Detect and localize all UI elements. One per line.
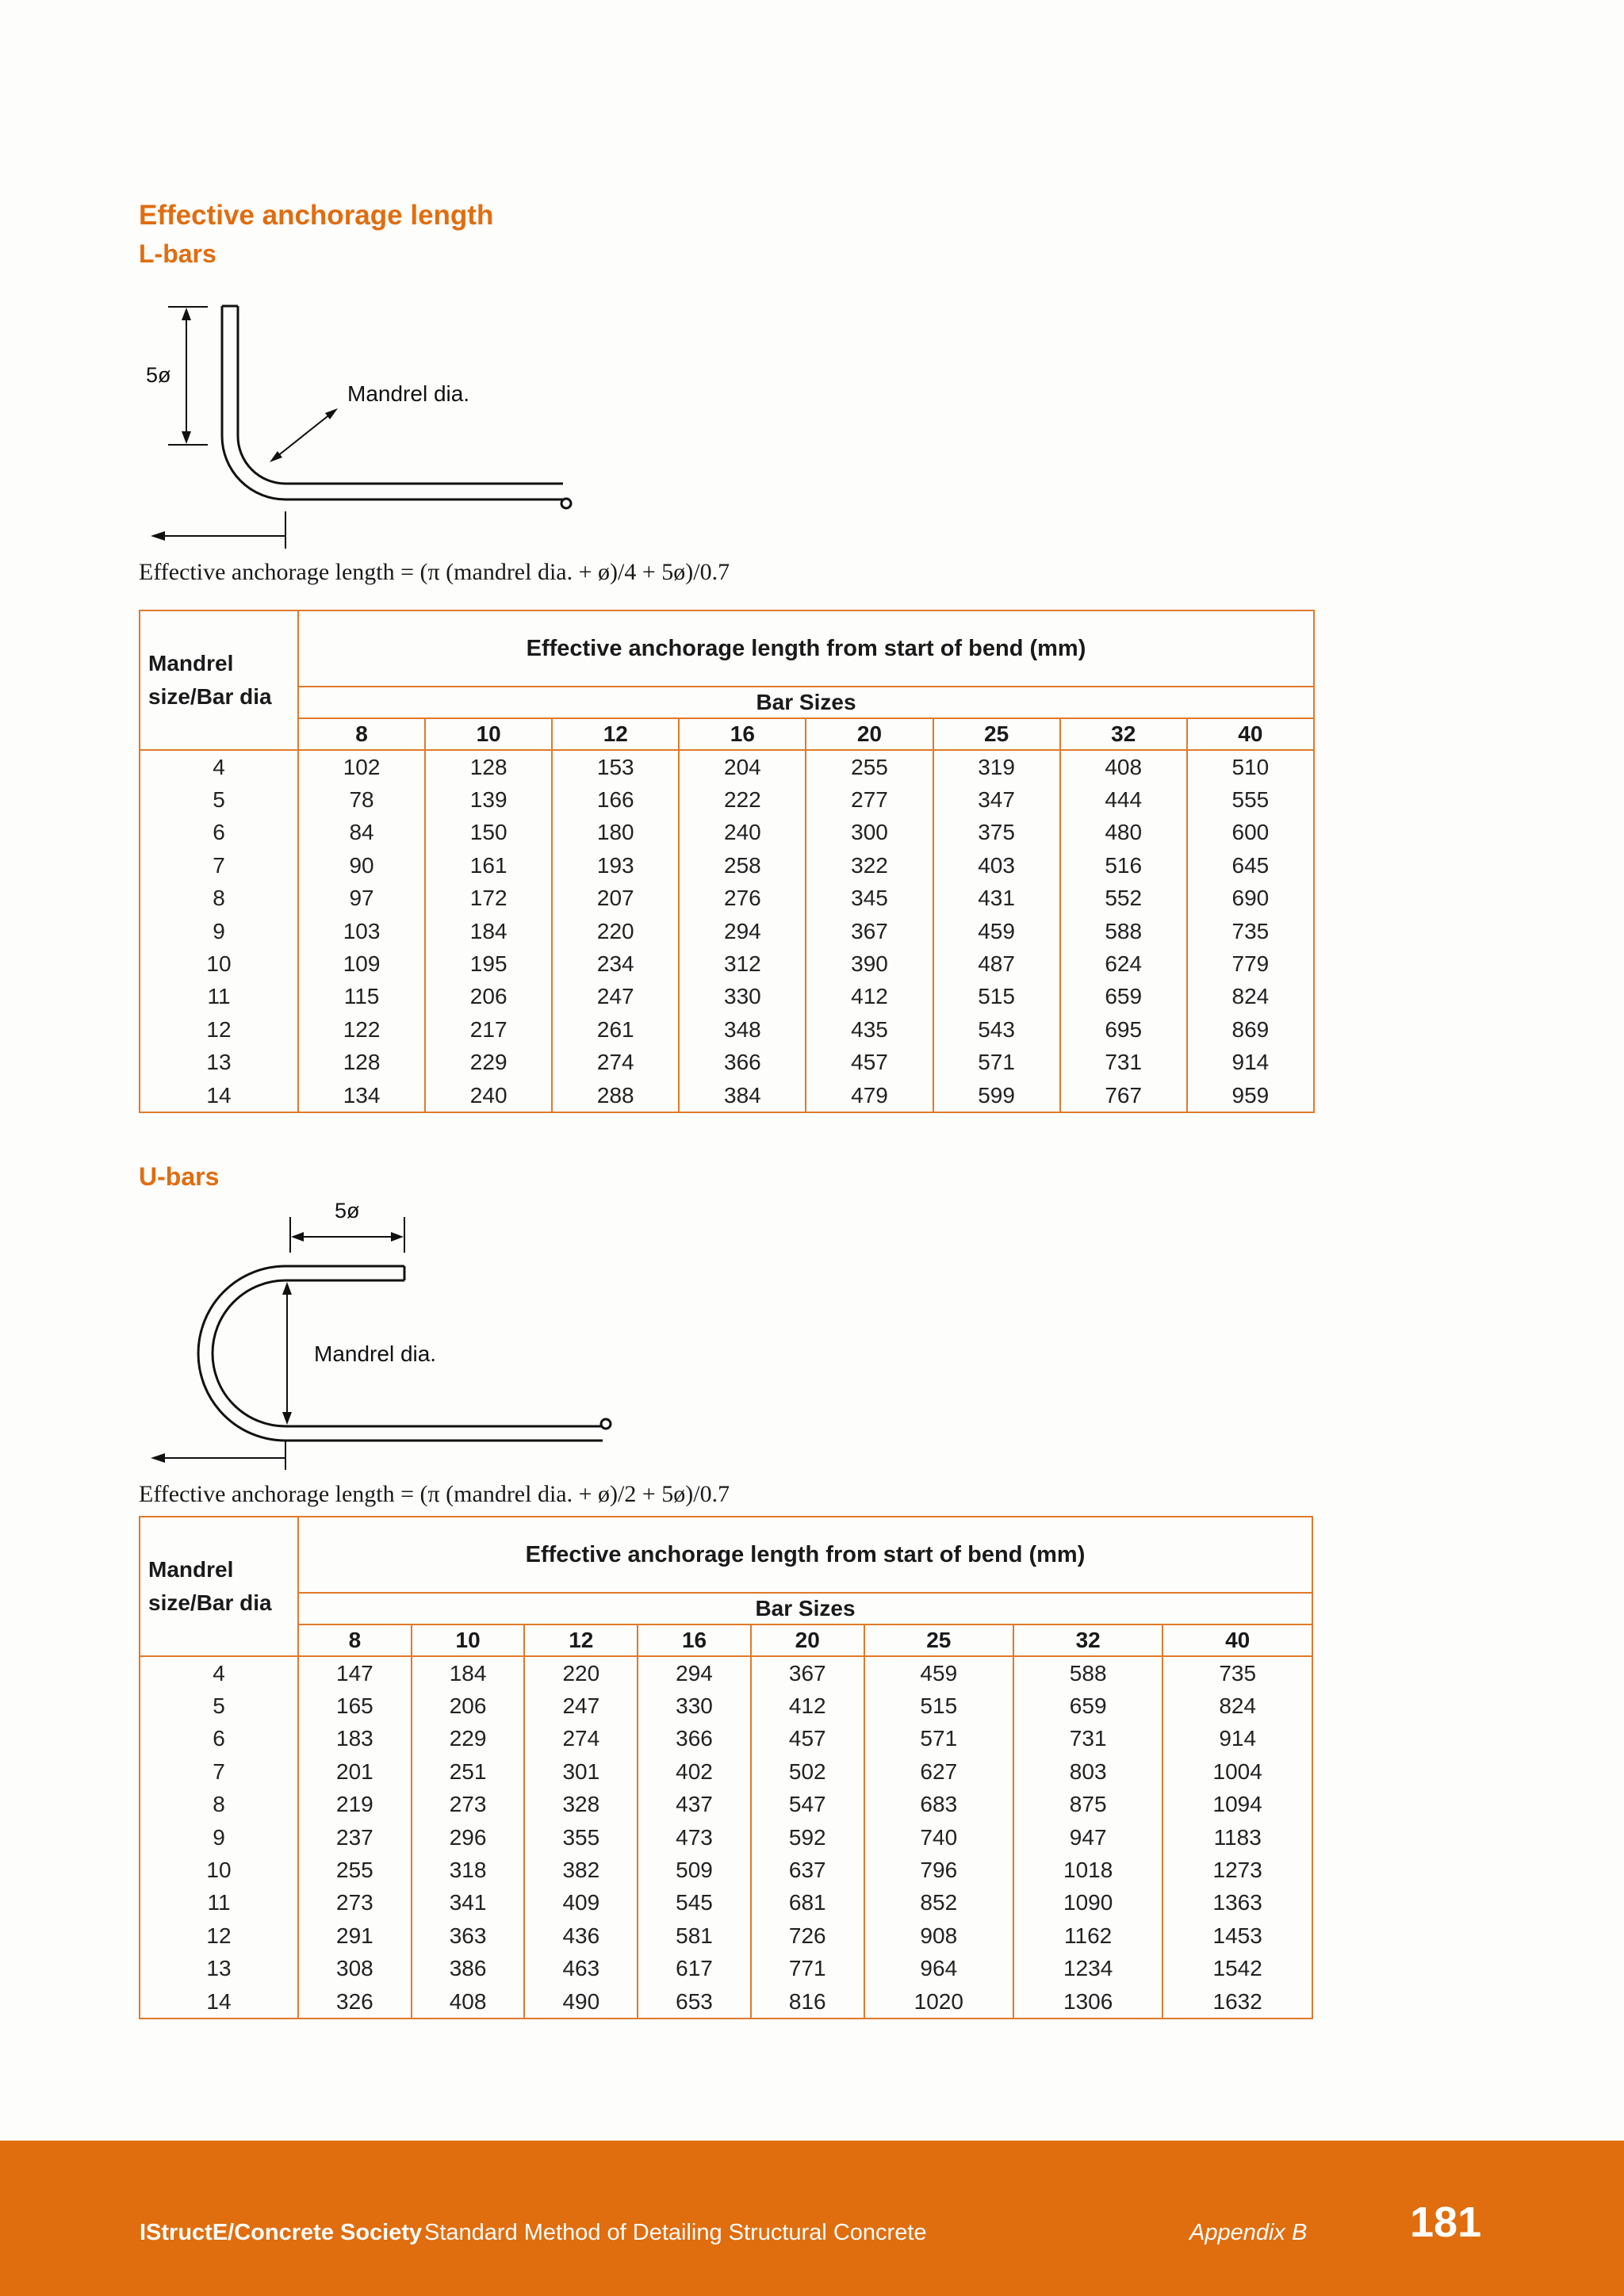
- footer-bar: [0, 2141, 1624, 2296]
- anchorage-value-cell: 1020: [864, 1985, 1013, 2019]
- anchorage-value-cell: 599: [933, 1079, 1060, 1112]
- anchorage-value-cell: 571: [864, 1723, 1013, 1755]
- anchorage-value-cell: 659: [1013, 1689, 1162, 1722]
- anchorage-value-cell: 150: [425, 817, 552, 849]
- anchorage-value-cell: 947: [1013, 1821, 1162, 1854]
- mandrel-size-cell: 14: [140, 1985, 298, 2019]
- anchorage-value-cell: 296: [412, 1821, 525, 1854]
- mandrel-size-cell: 7: [140, 849, 298, 882]
- anchorage-value-cell: 341: [412, 1887, 525, 1919]
- mandrel-size-cell: 11: [140, 1887, 298, 1919]
- anchorage-value-cell: 1234: [1013, 1953, 1162, 1985]
- anchorage-value-cell: 581: [638, 1919, 751, 1952]
- anchorage-value-cell: 184: [412, 1656, 525, 1689]
- anchorage-value-cell: 545: [638, 1887, 751, 1919]
- anchorage-value-cell: 1004: [1162, 1755, 1312, 1788]
- anchorage-value-cell: 869: [1187, 1013, 1314, 1046]
- anchorage-value-cell: 134: [298, 1079, 425, 1112]
- lbars-formula: Effective anchorage length = (π (mandrel dia. + ø)/4 + 5ø)/0.7: [139, 559, 730, 585]
- anchorage-value-cell: 1273: [1162, 1854, 1312, 1886]
- mandrel-size-cell: 6: [140, 817, 298, 849]
- anchorage-value-cell: 326: [298, 1985, 412, 2019]
- anchorage-value-cell: 444: [1060, 783, 1187, 816]
- anchorage-value-cell: 319: [933, 750, 1060, 783]
- anchorage-value-cell: 384: [679, 1079, 806, 1112]
- anchorage-value-cell: 403: [933, 849, 1060, 882]
- anchorage-value-cell: 824: [1187, 981, 1314, 1013]
- anchorage-value-cell: 255: [806, 750, 933, 783]
- anchorage-value-cell: 251: [412, 1755, 525, 1788]
- anchorage-value-cell: 908: [864, 1919, 1013, 1952]
- table-row: [140, 1755, 1312, 1788]
- anchorage-value-cell: 128: [298, 1047, 425, 1079]
- anchorage-value-cell: 959: [1187, 1079, 1314, 1112]
- anchorage-value-cell: 367: [751, 1656, 864, 1689]
- anchorage-value-cell: 779: [1187, 947, 1314, 980]
- lbars-table-body: [140, 750, 1314, 1112]
- ubars-row-header: Mandrel size/Bar dia: [140, 1517, 298, 1656]
- anchorage-value-cell: 206: [425, 981, 552, 1013]
- table-row: [140, 915, 1314, 947]
- ubars-table: [139, 1516, 1313, 2019]
- anchorage-value-cell: 1094: [1162, 1789, 1312, 1821]
- anchorage-value-cell: 659: [1060, 981, 1187, 1013]
- anchorage-value-cell: 409: [524, 1887, 638, 1919]
- column-header: 32: [1013, 1624, 1162, 1656]
- mandrel-size-cell: 8: [140, 1789, 298, 1821]
- anchorage-value-cell: 627: [864, 1755, 1013, 1788]
- anchorage-value-cell: 102: [298, 750, 425, 783]
- anchorage-value-cell: 367: [806, 915, 933, 947]
- anchorage-value-cell: 261: [552, 1013, 679, 1046]
- table-row: [140, 783, 1314, 816]
- anchorage-value-cell: 180: [552, 817, 679, 849]
- anchorage-value-cell: 258: [679, 849, 806, 882]
- table-row: [140, 1854, 1312, 1886]
- anchorage-value-cell: 115: [298, 981, 425, 1013]
- anchorage-value-cell: 312: [679, 947, 806, 980]
- anchorage-value-cell: 382: [524, 1854, 638, 1886]
- anchorage-value-cell: 90: [298, 849, 425, 882]
- anchorage-value-cell: 555: [1187, 783, 1314, 816]
- lbars-bar-sizes-label: Bar Sizes: [298, 687, 1314, 718]
- anchorage-value-cell: 1183: [1162, 1821, 1312, 1854]
- table-row: [140, 1047, 1314, 1079]
- anchorage-value-cell: 247: [524, 1689, 638, 1722]
- anchorage-value-cell: 240: [679, 817, 806, 849]
- mandrel-size-cell: 7: [140, 1755, 298, 1788]
- anchorage-value-cell: 1542: [1162, 1953, 1312, 1985]
- anchorage-value-cell: 300: [806, 817, 933, 849]
- anchorage-value-cell: 408: [412, 1985, 525, 2019]
- anchorage-value-cell: 412: [806, 981, 933, 1013]
- anchorage-value-cell: 234: [552, 947, 679, 980]
- table-row: [140, 1013, 1314, 1046]
- lbar-dim-label: 5ø: [146, 363, 171, 387]
- column-header: 8: [298, 718, 425, 750]
- anchorage-value-cell: 193: [552, 849, 679, 882]
- mandrel-size-cell: 14: [140, 1079, 298, 1112]
- anchorage-value-cell: 184: [425, 915, 552, 947]
- anchorage-value-cell: 172: [425, 882, 552, 915]
- anchorage-value-cell: 247: [552, 981, 679, 1013]
- anchorage-value-cell: 588: [1013, 1656, 1162, 1689]
- column-header: 10: [425, 718, 552, 750]
- table-row: [140, 1789, 1312, 1821]
- anchorage-value-cell: 437: [638, 1789, 751, 1821]
- mandrel-size-cell: 8: [140, 882, 298, 915]
- mandrel-size-cell: 5: [140, 1689, 298, 1722]
- anchorage-value-cell: 277: [806, 783, 933, 816]
- anchorage-value-cell: 624: [1060, 947, 1187, 980]
- column-header: 20: [806, 718, 933, 750]
- column-header: 40: [1187, 718, 1314, 750]
- anchorage-value-cell: 731: [1060, 1047, 1187, 1079]
- table-row: [140, 1919, 1312, 1952]
- lbar-mandrel-label: Mandrel dia.: [347, 381, 470, 406]
- anchorage-value-cell: 291: [298, 1919, 412, 1952]
- ubars-formula: Effective anchorage length = (π (mandrel dia. + ø)/2 + 5ø)/0.7: [139, 1481, 730, 1507]
- anchorage-value-cell: 363: [412, 1919, 525, 1952]
- anchorage-value-cell: 165: [298, 1689, 412, 1722]
- anchorage-value-cell: 735: [1187, 915, 1314, 947]
- anchorage-value-cell: 914: [1162, 1723, 1312, 1755]
- anchorage-value-cell: 509: [638, 1854, 751, 1886]
- table-row: [140, 1689, 1312, 1722]
- anchorage-value-cell: 816: [751, 1985, 864, 2019]
- mandrel-size-cell: 10: [140, 1854, 298, 1886]
- anchorage-value-cell: 412: [751, 1689, 864, 1722]
- anchorage-value-cell: 487: [933, 947, 1060, 980]
- mandrel-size-cell: 4: [140, 750, 298, 783]
- anchorage-value-cell: 222: [679, 783, 806, 816]
- anchorage-value-cell: 240: [425, 1079, 552, 1112]
- anchorage-value-cell: 97: [298, 882, 425, 915]
- anchorage-value-cell: 347: [933, 783, 1060, 816]
- mandrel-size-cell: 11: [140, 981, 298, 1013]
- lbars-table: [139, 610, 1315, 1113]
- anchorage-value-cell: 796: [864, 1854, 1013, 1886]
- ubars-table-title: Effective anchorage length from start of bend (mm): [298, 1517, 1312, 1593]
- ubar-mandrel-label: Mandrel dia.: [314, 1341, 437, 1366]
- table-row: [140, 750, 1314, 783]
- anchorage-value-cell: 480: [1060, 817, 1187, 849]
- anchorage-value-cell: 201: [298, 1755, 412, 1788]
- anchorage-value-cell: 457: [806, 1047, 933, 1079]
- anchorage-value-cell: 690: [1187, 882, 1314, 915]
- anchorage-value-cell: 204: [679, 750, 806, 783]
- column-header: 32: [1060, 718, 1187, 750]
- anchorage-value-cell: 852: [864, 1887, 1013, 1919]
- column-header: 25: [933, 718, 1060, 750]
- ubars-column-headers: [140, 1624, 1312, 1656]
- anchorage-value-cell: 237: [298, 1821, 412, 1854]
- anchorage-value-cell: 571: [933, 1047, 1060, 1079]
- anchorage-value-cell: 459: [933, 915, 1060, 947]
- anchorage-value-cell: 592: [751, 1821, 864, 1854]
- column-header: 12: [524, 1624, 638, 1656]
- anchorage-value-cell: 78: [298, 783, 425, 816]
- lbars-column-headers: [140, 718, 1314, 750]
- column-header: 16: [638, 1624, 751, 1656]
- anchorage-value-cell: 355: [524, 1821, 638, 1854]
- anchorage-value-cell: 122: [298, 1013, 425, 1046]
- column-header: 12: [552, 718, 679, 750]
- anchorage-value-cell: 375: [933, 817, 1060, 849]
- anchorage-value-cell: 588: [1060, 915, 1187, 947]
- mandrel-size-cell: 4: [140, 1656, 298, 1689]
- anchorage-value-cell: 206: [412, 1689, 525, 1722]
- anchorage-value-cell: 767: [1060, 1079, 1187, 1112]
- anchorage-value-cell: 695: [1060, 1013, 1187, 1046]
- anchorage-value-cell: 183: [298, 1723, 412, 1755]
- anchorage-value-cell: 515: [864, 1689, 1013, 1722]
- anchorage-value-cell: 1632: [1162, 1985, 1312, 2019]
- anchorage-value-cell: 229: [412, 1723, 525, 1755]
- anchorage-value-cell: 402: [638, 1755, 751, 1788]
- anchorage-value-cell: 161: [425, 849, 552, 882]
- mandrel-size-cell: 13: [140, 1953, 298, 1985]
- lbar-diagram: [135, 293, 595, 555]
- anchorage-value-cell: 166: [552, 783, 679, 816]
- anchorage-value-cell: 771: [751, 1953, 864, 1985]
- table-row: [140, 1887, 1312, 1919]
- table-row: [140, 1985, 1312, 2019]
- anchorage-value-cell: 552: [1060, 882, 1187, 915]
- anchorage-value-cell: 274: [524, 1723, 638, 1755]
- anchorage-value-cell: 322: [806, 849, 933, 882]
- anchorage-value-cell: 217: [425, 1013, 552, 1046]
- anchorage-value-cell: 348: [679, 1013, 806, 1046]
- column-header: 40: [1162, 1624, 1312, 1656]
- anchorage-value-cell: 1018: [1013, 1854, 1162, 1886]
- anchorage-value-cell: 436: [524, 1919, 638, 1952]
- anchorage-value-cell: 288: [552, 1079, 679, 1112]
- column-header: 20: [751, 1624, 864, 1656]
- anchorage-value-cell: 301: [524, 1755, 638, 1788]
- mandrel-size-cell: 6: [140, 1723, 298, 1755]
- anchorage-value-cell: 731: [1013, 1723, 1162, 1755]
- anchorage-value-cell: 1162: [1013, 1919, 1162, 1952]
- anchorage-value-cell: 683: [864, 1789, 1013, 1821]
- anchorage-value-cell: 390: [806, 947, 933, 980]
- anchorage-value-cell: 459: [864, 1656, 1013, 1689]
- mandrel-size-cell: 9: [140, 1821, 298, 1854]
- anchorage-value-cell: 653: [638, 1985, 751, 2019]
- page-number: 181: [1410, 2198, 1482, 2246]
- anchorage-value-cell: 139: [425, 783, 552, 816]
- table-row: [140, 1656, 1312, 1689]
- anchorage-value-cell: 740: [864, 1821, 1013, 1854]
- anchorage-value-cell: 645: [1187, 849, 1314, 882]
- anchorage-value-cell: 515: [933, 981, 1060, 1013]
- anchorage-value-cell: 220: [524, 1656, 638, 1689]
- anchorage-value-cell: 824: [1162, 1689, 1312, 1722]
- column-header: 8: [298, 1624, 412, 1656]
- anchorage-value-cell: 274: [552, 1047, 679, 1079]
- anchorage-value-cell: 294: [679, 915, 806, 947]
- anchorage-value-cell: 516: [1060, 849, 1187, 882]
- anchorage-value-cell: 294: [638, 1656, 751, 1689]
- anchorage-value-cell: 914: [1187, 1047, 1314, 1079]
- anchorage-value-cell: 103: [298, 915, 425, 947]
- anchorage-value-cell: 1363: [1162, 1887, 1312, 1919]
- ubars-bar-sizes-label: Bar Sizes: [298, 1593, 1312, 1624]
- mandrel-size-cell: 12: [140, 1013, 298, 1046]
- anchorage-value-cell: 510: [1187, 750, 1314, 783]
- anchorage-value-cell: 220: [552, 915, 679, 947]
- anchorage-value-cell: 473: [638, 1821, 751, 1854]
- anchorage-value-cell: 1090: [1013, 1887, 1162, 1919]
- page-heading: Effective anchorage length: [139, 200, 494, 231]
- anchorage-value-cell: 435: [806, 1013, 933, 1046]
- anchorage-value-cell: 153: [552, 750, 679, 783]
- anchorage-value-cell: 543: [933, 1013, 1060, 1046]
- anchorage-value-cell: 330: [638, 1689, 751, 1722]
- mandrel-size-cell: 9: [140, 915, 298, 947]
- anchorage-value-cell: 147: [298, 1656, 412, 1689]
- anchorage-value-cell: 328: [524, 1789, 638, 1821]
- anchorage-value-cell: 229: [425, 1047, 552, 1079]
- anchorage-value-cell: 366: [679, 1047, 806, 1079]
- lbars-subheading: L-bars: [139, 239, 216, 268]
- anchorage-value-cell: 207: [552, 882, 679, 915]
- anchorage-value-cell: 964: [864, 1953, 1013, 1985]
- anchorage-value-cell: 386: [412, 1953, 525, 1985]
- table-row: [140, 947, 1314, 980]
- anchorage-value-cell: 345: [806, 882, 933, 915]
- anchorage-value-cell: 128: [425, 750, 552, 783]
- anchorage-value-cell: 803: [1013, 1755, 1162, 1788]
- anchorage-value-cell: 318: [412, 1854, 525, 1886]
- anchorage-value-cell: 547: [751, 1789, 864, 1821]
- anchorage-value-cell: 408: [1060, 750, 1187, 783]
- footer-org: IStructE/Concrete Society: [140, 2220, 423, 2245]
- anchorage-value-cell: 1453: [1162, 1919, 1312, 1952]
- column-header: 10: [412, 1624, 525, 1656]
- anchorage-value-cell: 502: [751, 1755, 864, 1788]
- column-header: 25: [864, 1624, 1013, 1656]
- lbars-row-header: Mandrel size/Bar dia: [140, 610, 298, 750]
- column-header: 16: [679, 718, 806, 750]
- footer-title: Standard Method of Detailing Structural Concrete: [424, 2220, 927, 2245]
- ubars-subheading: U-bars: [139, 1162, 220, 1191]
- anchorage-value-cell: 195: [425, 947, 552, 980]
- mandrel-size-cell: 12: [140, 1919, 298, 1952]
- anchorage-value-cell: 735: [1162, 1656, 1312, 1689]
- ubars-table-body: [140, 1656, 1312, 2019]
- anchorage-value-cell: 273: [412, 1789, 525, 1821]
- ubar-dim-label: 5ø: [335, 1199, 360, 1223]
- anchorage-value-cell: 1306: [1013, 1985, 1162, 2019]
- footer-appendix: Appendix B: [1189, 2220, 1308, 2245]
- anchorage-value-cell: 276: [679, 882, 806, 915]
- anchorage-value-cell: 617: [638, 1953, 751, 1985]
- table-row: [140, 817, 1314, 849]
- table-row: [140, 1821, 1312, 1854]
- table-row: [140, 849, 1314, 882]
- anchorage-value-cell: 330: [679, 981, 806, 1013]
- mandrel-size-cell: 10: [140, 947, 298, 980]
- anchorage-value-cell: 479: [806, 1079, 933, 1112]
- anchorage-value-cell: 875: [1013, 1789, 1162, 1821]
- anchorage-value-cell: 366: [638, 1723, 751, 1755]
- anchorage-value-cell: 681: [751, 1887, 864, 1919]
- anchorage-value-cell: 490: [524, 1985, 638, 2019]
- anchorage-value-cell: 255: [298, 1854, 412, 1886]
- anchorage-value-cell: 219: [298, 1789, 412, 1821]
- lbars-table-title: Effective anchorage length from start of bend (mm): [298, 610, 1314, 687]
- mandrel-size-cell: 13: [140, 1047, 298, 1079]
- table-row: [140, 1079, 1314, 1112]
- table-row: [140, 1723, 1312, 1755]
- table-row: [140, 1953, 1312, 1985]
- anchorage-value-cell: 273: [298, 1887, 412, 1919]
- ubar-diagram: [135, 1189, 626, 1475]
- anchorage-value-cell: 463: [524, 1953, 638, 1985]
- table-row: [140, 981, 1314, 1013]
- anchorage-value-cell: 600: [1187, 817, 1314, 849]
- anchorage-value-cell: 84: [298, 817, 425, 849]
- anchorage-value-cell: 308: [298, 1953, 412, 1985]
- anchorage-value-cell: 726: [751, 1919, 864, 1952]
- anchorage-value-cell: 109: [298, 947, 425, 980]
- anchorage-value-cell: 431: [933, 882, 1060, 915]
- anchorage-value-cell: 457: [751, 1723, 864, 1755]
- table-row: [140, 882, 1314, 915]
- mandrel-size-cell: 5: [140, 783, 298, 816]
- anchorage-value-cell: 637: [751, 1854, 864, 1886]
